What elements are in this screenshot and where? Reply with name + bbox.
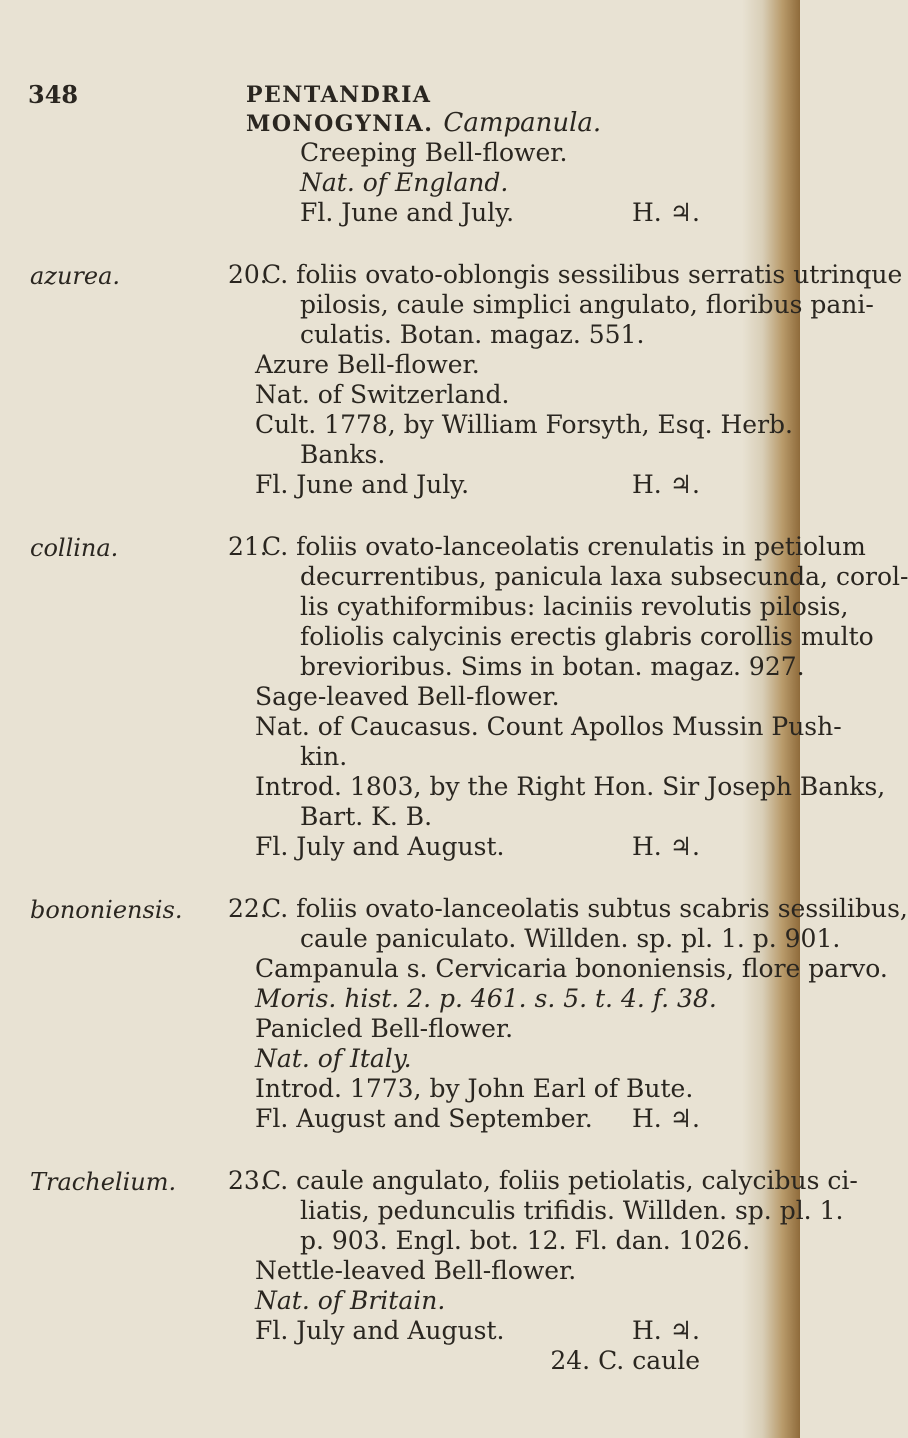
entry-line: C. caule angulato, foliis petiolatis, calycibus ci- xyxy=(262,1166,858,1195)
entry-line: Fl. July and August. xyxy=(255,832,505,861)
entry-line: lis cyathiformibus: laciniis revolutis pilosis, xyxy=(300,592,849,621)
entry-line: liatis, pedunculis trifidis. Willden. sp. pl. 1. xyxy=(300,1196,844,1225)
intro-native: Nat. of England. xyxy=(300,168,509,197)
margin-label: azurea. xyxy=(30,262,121,290)
entry-number: 20. xyxy=(228,260,268,289)
running-genus: Campanula. xyxy=(443,108,602,138)
entry-line: p. 903. Engl. bot. 12. Fl. dan. 1026. xyxy=(300,1226,751,1255)
entry-line: Fl. June and July. xyxy=(255,470,470,499)
entry-line: culatis. Botan. magaz. 551. xyxy=(300,320,645,349)
entry-habit: H. ♃. xyxy=(631,1104,700,1133)
intro-habit: H. ♃. xyxy=(631,198,700,227)
entry-line: Bart. K. B. xyxy=(300,802,433,831)
entry-line: pilosis, caule simplici angulato, floribus pani- xyxy=(300,290,874,319)
entry-number: 21. xyxy=(228,532,268,561)
entry-line: Nat. of Britain. xyxy=(255,1286,446,1315)
entry-line: decurrentibus, panicula laxa subsecunda, corol- xyxy=(300,562,908,591)
entry-line: Nat. of Caucasus. Count Apollos Mussin Push- xyxy=(255,712,842,741)
intro-common-name: Creeping Bell-flower. xyxy=(300,138,568,167)
entry-line: C. foliis ovato-lanceolatis crenulatis in petiolum xyxy=(262,532,866,561)
entry-habit: H. ♃. xyxy=(631,1316,700,1345)
page-header xyxy=(28,80,718,138)
entry-line: Nat. of Switzerland. xyxy=(255,380,510,409)
margin-label: Trachelium. xyxy=(30,1168,177,1196)
entry-line: kin. xyxy=(300,742,348,771)
margin-label: bononiensis. xyxy=(30,896,183,924)
entry-line: Campanula s. Cervicaria bononiensis, flore parvo. xyxy=(255,954,888,983)
running-title-text: PENTANDRIA MONOGYNIA. xyxy=(246,82,434,137)
entry-line: Moris. hist. 2. p. 461. s. 5. t. 4. f. 38. xyxy=(255,984,717,1013)
margin-label: collina. xyxy=(30,534,119,562)
entry-line: Fl. August and September. xyxy=(255,1104,593,1133)
intro-flowering: Fl. June and July. xyxy=(300,198,515,227)
entry-habit: H. ♃. xyxy=(631,470,700,499)
entry-line: Introd. 1773, by John Earl of Bute. xyxy=(255,1074,694,1103)
entry-number: 23. xyxy=(228,1166,268,1195)
entry-line: C. foliis ovato-lanceolatis subtus scabris sessilibus, xyxy=(262,894,908,923)
entry-line: foliolis calycinis erectis glabris corollis multo xyxy=(300,622,874,651)
entry-line: Introd. 1803, by the Right Hon. Sir Joseph Banks, xyxy=(255,772,886,801)
entry-line: Sage-leaved Bell-flower. xyxy=(255,682,560,711)
entry-number: 22. xyxy=(228,894,268,923)
entry-line: Cult. 1778, by William Forsyth, Esq. Herb. xyxy=(255,410,794,439)
entry-line: Banks. xyxy=(300,440,386,469)
entry-line: Panicled Bell-flower. xyxy=(255,1014,514,1043)
page-number: 348 xyxy=(28,80,79,109)
entry-habit: H. ♃. xyxy=(631,832,700,861)
running-title xyxy=(246,82,718,138)
entry-line: C. foliis ovato-oblongis sessilibus serratis utrinque xyxy=(262,260,903,289)
catchword: 24. C. caule xyxy=(550,1346,700,1375)
entry-line: brevioribus. Sims in botan. magaz. 927. xyxy=(300,652,805,681)
entry-line: Azure Bell-flower. xyxy=(255,350,480,379)
entry-line: Nat. of Italy. xyxy=(255,1044,412,1073)
entry-line: caule paniculato. Willden. sp. pl. 1. p. 901. xyxy=(300,924,841,953)
entry-line: Nettle-leaved Bell-flower. xyxy=(255,1256,577,1285)
entry-line: Fl. July and August. xyxy=(255,1316,505,1345)
